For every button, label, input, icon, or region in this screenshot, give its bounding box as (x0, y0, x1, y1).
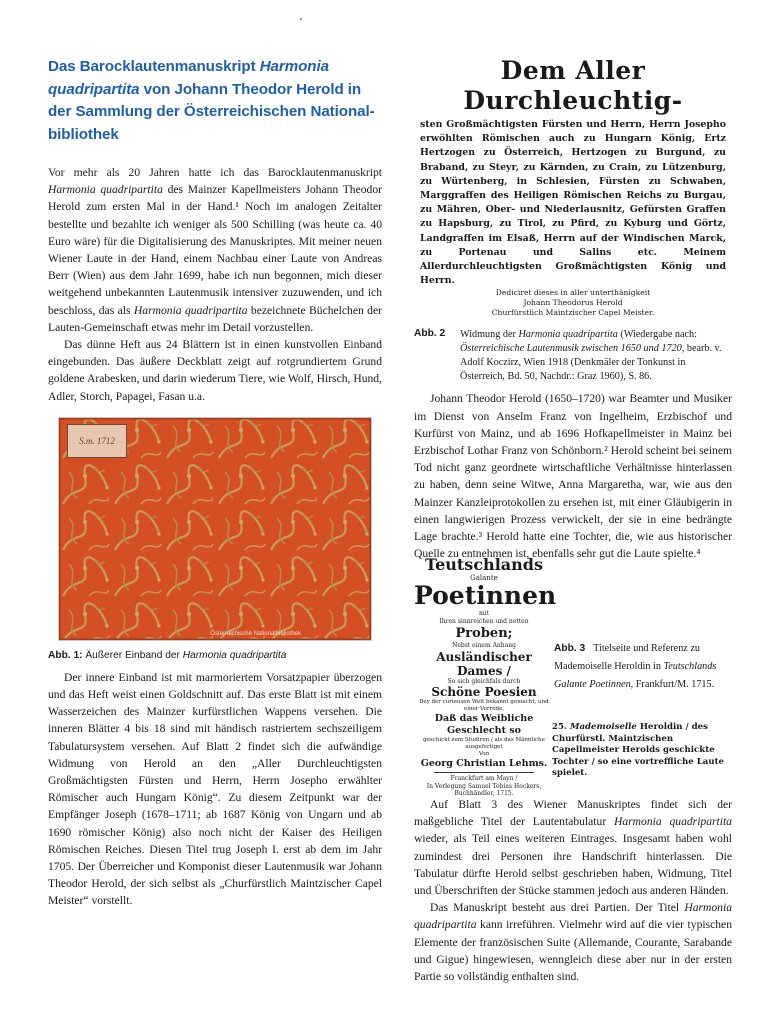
p2-b: wieder, als Teil eines weiteren Eintrages. Insgesamt haben wohl zumindest drei Personen ihre Handschrift hinterlassen. Die Tabulatur dürfte Herold selbst geschrieben haben, Widmung, Titel und Überschriften der Stücke stammen jedoch aus anderen Händen. (414, 832, 732, 898)
title-text-1: Das Barocklautenmanuskript (48, 58, 260, 75)
tp-sinnreichen: Ihren sinnreichen und netten (439, 618, 529, 625)
tp-von: Von (478, 751, 490, 757)
caption-3-a: Titelseite und Referenz zu Mademoiselle Heroldin in (554, 643, 700, 672)
paragraph-blatt-3 (414, 796, 732, 899)
title-italic: Harmonia quadripartita (48, 58, 329, 98)
entry-25-num: 25. (552, 722, 567, 732)
p3-a: Das Manuskript besteht aus drei Partien. Der Titel (430, 901, 685, 915)
right-column-lower (414, 796, 732, 985)
entry-25-text: Heroldin / des Churfürstl. Maintzischen Capellmeister Herolds geschickte Tochter / so eine vortreffliche Laute spielet. (552, 722, 725, 778)
tp-gleichfals: So sich gleichfals durch (447, 677, 521, 685)
dedication-heading: Dem Aller Durchleuchtig- (463, 56, 683, 115)
tp-auslaendischer: Ausländischer Dames / (436, 649, 532, 678)
caption-2-label: Abb. 2 (414, 328, 446, 340)
left-column (48, 56, 382, 910)
tp-franckfurt: Franckfurt am Mayn / (450, 775, 518, 782)
caption-abb-3 (554, 638, 734, 692)
dedication-line-1: Dediciret dieses in aller unterthänigkeit (495, 288, 651, 298)
caption-2-c: , bearb. v. Adolf Koczirz, Wien 1918 (Denkmäler der Tonkunst in Österreich, Bd. 50, Nachdr.: Graz 1960), S. 86. (460, 343, 722, 383)
cover-image (58, 417, 372, 641)
dedication-body: sten Großmächtigsten Fürsten und Herrn, Herrn Josepho erwöhlten Römischen auch zu Hungarn König, Ertz Hertzogen zu Österreich, Hertzogen zu Burgund, zu Braband, zu Steyr, zu Kärnden, zu Crain, zu Lützenburg, zu Würtenberg, in Schlesien, Fürsten zu Schwaben, Marggraffen des Heiligen Römischen Reichs zu Burgau, zu Mähren, Ober- und Niederlausnitz, Gefürsten Graffen zu Hapsburg, zu Tirol, zu Pfird, zu Kyburg und Görtz, Landgraffen im Elsaß, Herrn auf der Windischen Marck, zu Portenau und Salins etc. Meinem Allerdurchleuchtigsten Großmächtigsten König und Herrn. (420, 119, 726, 287)
entry-25-italic: Mademoiselle (569, 722, 637, 732)
tp-anhang: Nebst einem Anhang (452, 642, 516, 649)
title-text-2: von Johann Theodor Herold in der Sammlung der Österreichischen Nationalbibliothek (48, 80, 375, 143)
caption-2-a: Widmung der (460, 329, 519, 341)
tp-lehms: Georg Christian Lehms. (420, 758, 548, 769)
article-title (48, 56, 382, 146)
caption-1-text: Äußerer Einband der (82, 649, 183, 661)
p2-italic: Harmonia quadripartita (614, 815, 732, 829)
caption-2-italic-1: Harmonia quadripartita (518, 329, 618, 341)
paragraph-binding: Das dünne Heft aus 24 Blättern ist in einen kunstvollen Einband eingebunden. Das äußere Deckblatt zeigt auf rotgrundiertem Grund goldene Arabesken, und darin wiederum Tiere, wie Wolf, Hirsch, Hund, Adler, Storch, Papagei, Fasan u.a. (48, 338, 382, 403)
p1-italic: Harmonia quadripartita (48, 183, 163, 197)
tp-weibliche: Daß das Weibliche Geschlecht so (434, 713, 534, 736)
tp-mit: mit (478, 610, 490, 617)
tp-verlegung: In Verlegung Samuel Tobias Hockers, Buchhändler, 1715. (426, 782, 542, 797)
tp-curieusen: Bey der curieusen Welt bekannt gemacht, und einer Vorrede, (419, 699, 549, 712)
p1-italic-2: Harmonia quadripartita (133, 303, 248, 317)
p2-a: Auf Blatt 3 des Wiener Manuskriptes findet sich der maßgebliche Titel der Lautentabulatur (414, 798, 732, 829)
tp-teutschlands: Teutschlands (425, 555, 543, 574)
caption-abb-2 (414, 328, 732, 384)
p1-c: bezeichnete Büchelchen der Lauten-Gemeinschaft etwas mehr im Detail vorzustellen. (48, 303, 382, 334)
tp-rule (434, 772, 534, 773)
paragraph-intro (48, 164, 382, 336)
p1-b: des Mainzer Kapellmeisters Johann Theodor Herold zum ersten Mal in der Hand.¹ Noch im analogen Zeitalter bestellte und bezahlte ich weniger als 500 Schilling (was heute ca. 40 Euro wäre) für die Digitalisierung des Manuskriptes. Mit meiner neuen Wiener Laute in der Hand, einem Nachbau einer Laute von Andreas Berr (Wien) aus dem Jahr 1699, habe ich nun begonnen, mich dieser weitgehend unbekannten Lautenmusik intensiver zuzuwenden, und ich beschloss, das als (48, 183, 382, 317)
caption-3-italic: Teutschlands Galante Poetinnen (554, 661, 717, 690)
title-page-facsimile (414, 555, 557, 798)
caption-1-italic: Harmonia quadripartita (182, 649, 287, 661)
tp-poesien: Schöne Poesien (431, 685, 537, 699)
caption-2-text (460, 328, 732, 384)
image-credit: Österreichische Nationalbibliothek (210, 630, 301, 637)
blue-dot-mark (300, 18, 302, 20)
right-column (414, 56, 732, 797)
caption-abb-1 (48, 649, 382, 663)
caption-2-b: (Wiedergabe nach: (617, 329, 697, 341)
dedication-line-3: Churfürstlich Maintzischer Capel Meister. (491, 308, 655, 318)
caption-3-label: Abb. 3 (554, 643, 586, 654)
paragraph-herold-bio: Johann Theodor Herold (1650–1720) war Beamter und Musiker im Dienst von Anselm Franz von Ingelheim, Erzbischof und Kurfürst von Mainz, und ab 1696 Hofkapellmeister in Mainz bei Erzbischof Lothar Franz von Schönborn.² Herold scheint bei seinem Tod nicht ganz geordnete wirtschaftliche Verhältnisse hinterlassen zu haben, denn seine Witwe, Anna Margaretha, war, wie aus den Mainzer Kanzleiprotokollen zu ersehen ist, mit einer Gläubigerin in einen langwierigen Prozess verwickelt, der sie in eine bedrängte Lage brachte.³ Herold hatte eine Tochter, die, wie aus historischer Quelle zu entnehmen ist, ebenfalls sehr gut die Laute spielte.⁴ (414, 392, 732, 561)
tp-galante: Galante (470, 574, 498, 582)
tp-ausgefertiget: ausgefertiget (465, 744, 503, 750)
caption-3-b: , Frankfurt/M. 1715. (630, 679, 715, 690)
dedication-line-2: Johann Theodorus Herold (523, 298, 623, 308)
caption-2-italic-2: Österreichische Lautenmusik zwischen 1650 und 1720 (460, 343, 682, 355)
p1-a: Vor mehr als 20 Jahren hatte ich das Barocklautenmanuskript (48, 166, 382, 179)
caption-1-label: Abb. 1: (48, 649, 83, 661)
entry-25-facsimile (552, 722, 734, 780)
paragraph-partien (414, 899, 732, 985)
tp-proben: Proben; (455, 626, 513, 641)
p3-italic: Harmonia quadripartita (414, 901, 732, 932)
cover-label: S.m. 1712 (67, 424, 127, 458)
p3-b: kann irreführen. Vielmehr wird auf die vier typischen Elemente der französischen Suite (Allemande, Courante, Sarabande und Gigue) hingewiesen, wenngleich diese aber nur in der ersten Partie so vollständig enthalten sind. (414, 918, 732, 984)
paragraph-inner-binding: Der innere Einband ist mit marmoriertem Vorsatzpapier überzogen und das Heft weist einen Goldschnitt auf. Das erste Blatt ist mit einem Wasserzeichen des Mainzer kurfürstlichen Wappens versehen. Die inneren Blätter 4 bis 18 sind mit händisch rastriertem sechszeiligem Tabulatursystem versehen. Auf Blatt 2 findet sich die aufwändige Widmung von Herold an den „Aller Durchleuchtigsten Großmächtigsten Fürsten und Herrn, Herrn Josepho erwählter Römischer auch Hungarn König“. Zu diesem Zeitpunkt war der Empfänger Joseph (1678–1711; ab 1687 König von Ungarn und ab 1690 römischer König) also noch nicht der Kaiser des Heiligen Römischen Reiches. Diesen Titel trug Joseph I. erst ab dem im Jahr 1705. Der Überreicher und Komponist dieser Lautenmusik war Johann Theodor Herold, der sich selbst als „Churfürstlich Maintzischer Capel Meister“ vorstellt. (48, 670, 382, 908)
tp-studiren: geschickt zum Studiren / als das Männliche (423, 737, 545, 743)
tp-poetinnen: Poetinnen (414, 581, 557, 610)
